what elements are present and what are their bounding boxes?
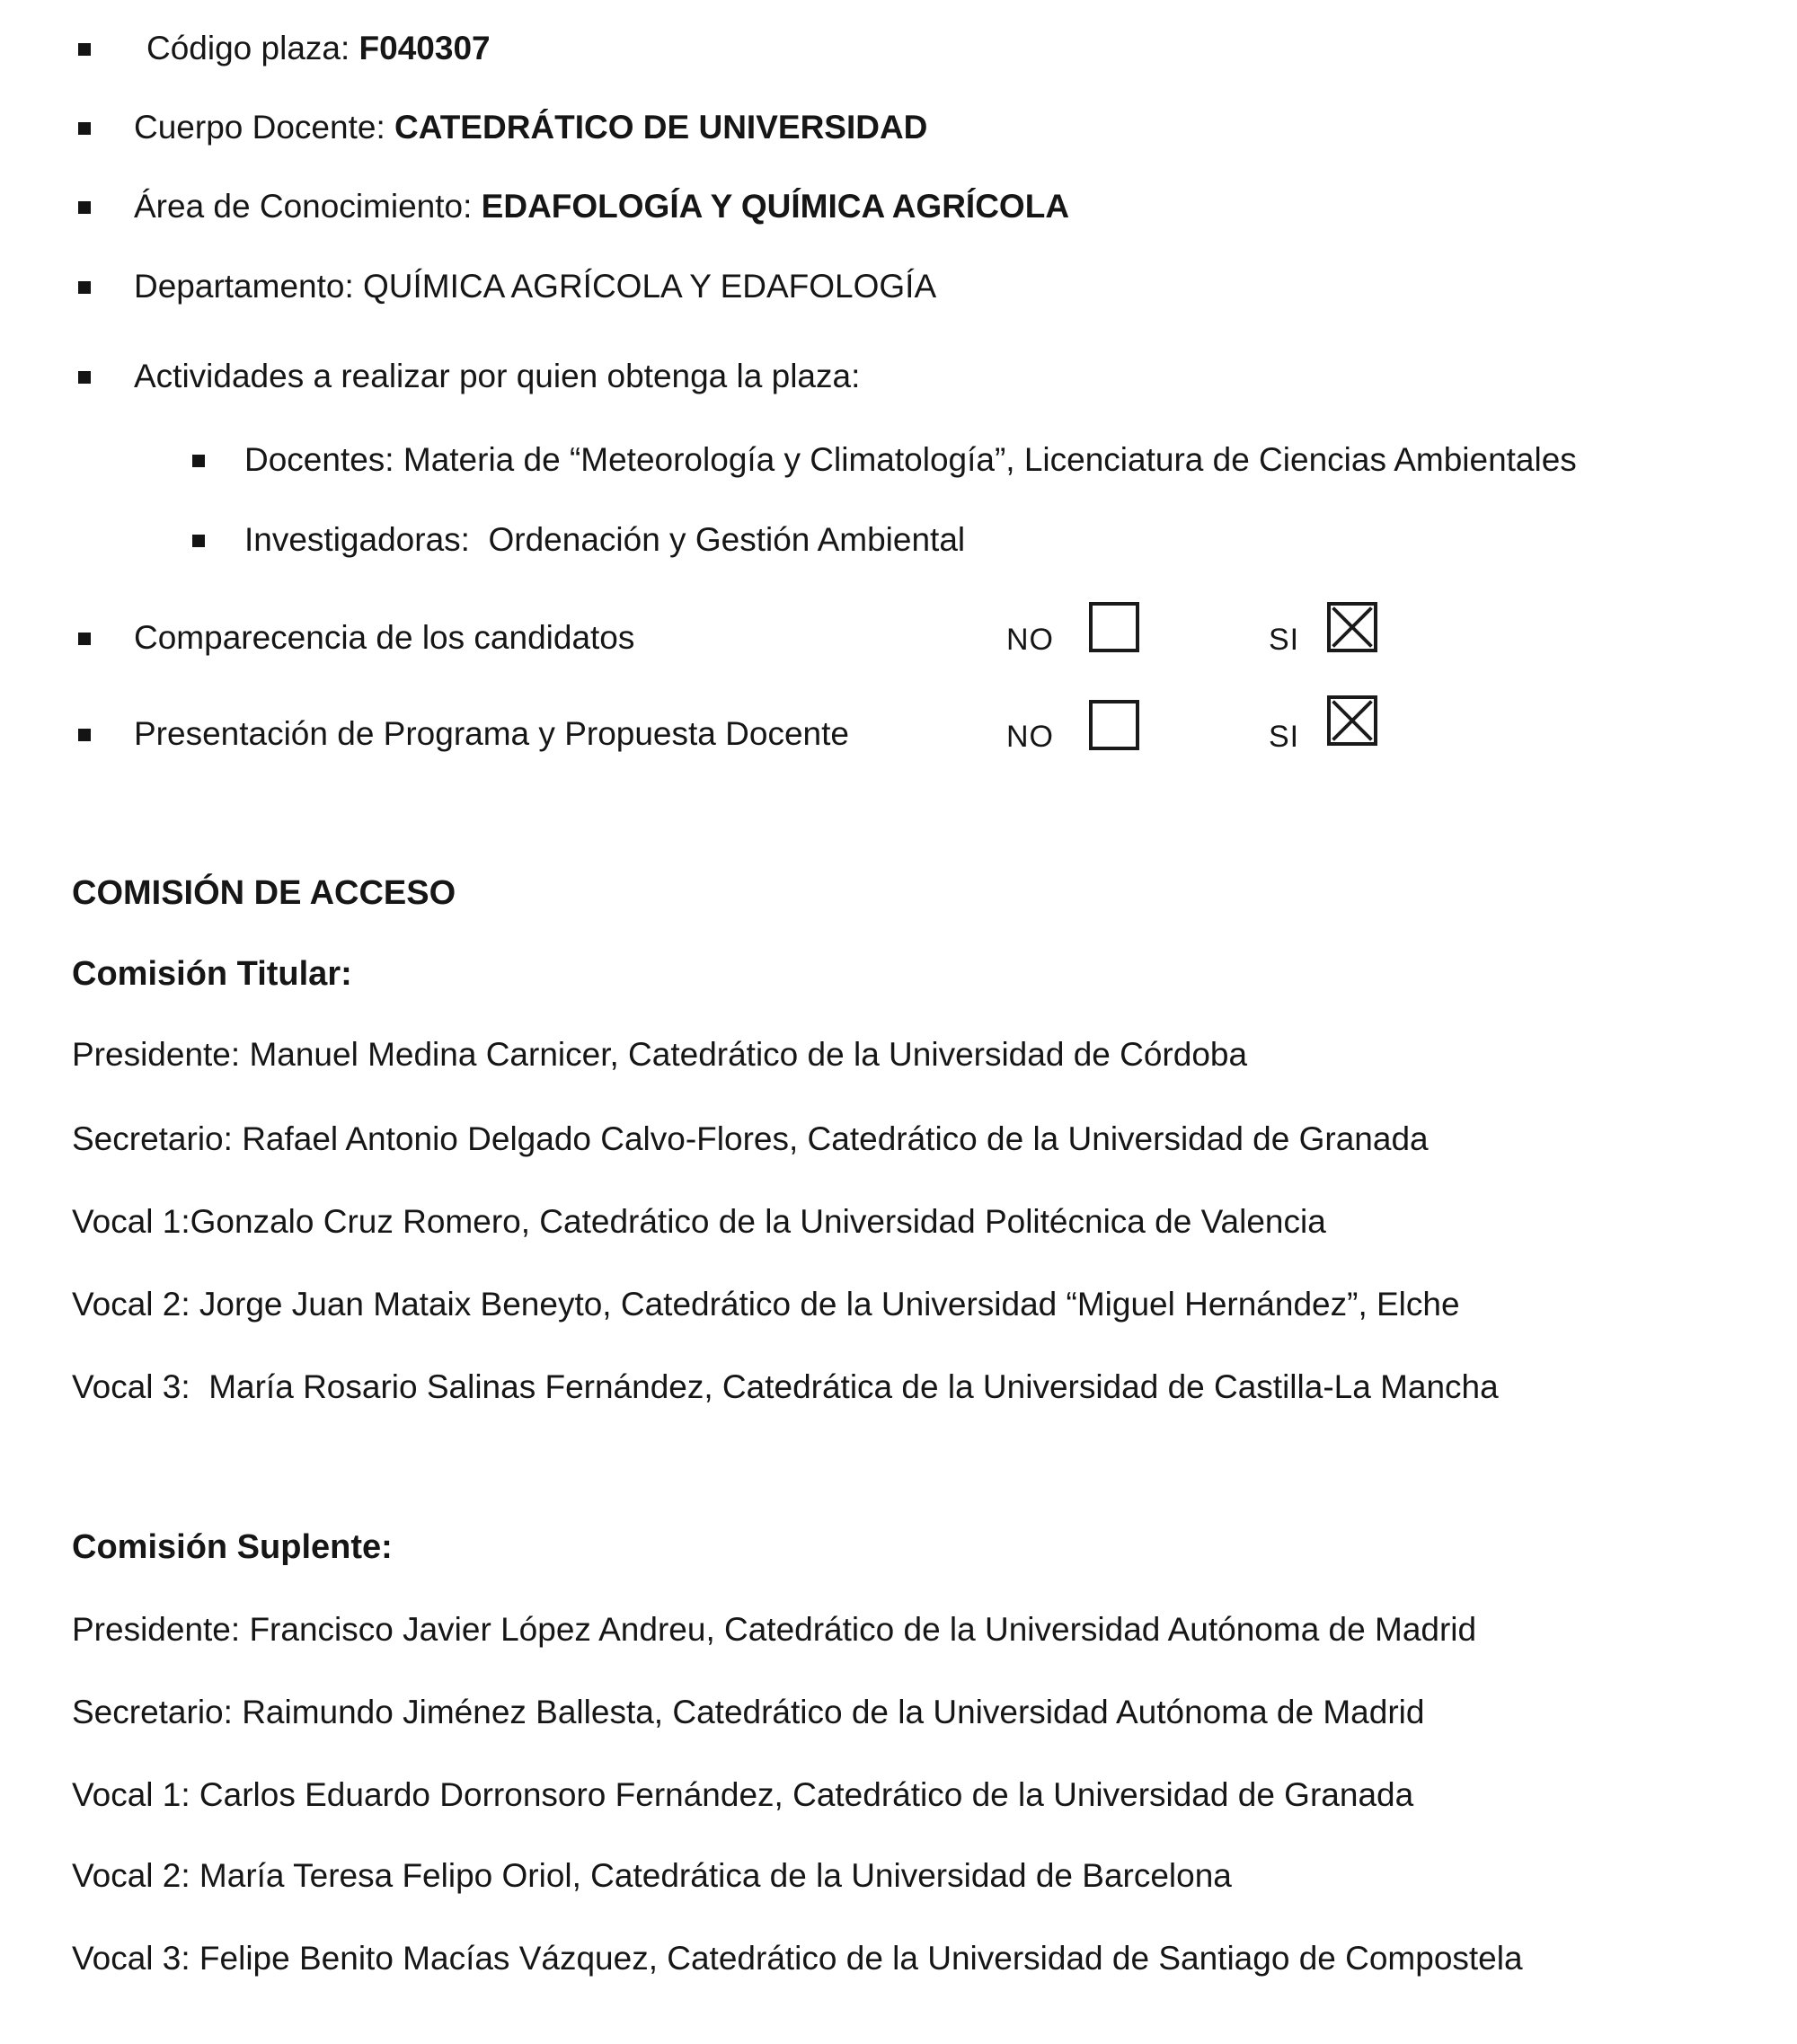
checkbox-row-label: Comparecencia de los candidatos — [134, 619, 635, 656]
bullet-item-cuerpo-docente — [78, 108, 927, 147]
bullet-item-text — [134, 29, 491, 68]
sub-bullet-text: Investigadoras: Ordenación y Gestión Ambiental — [244, 521, 966, 558]
bullet-item-text — [134, 187, 1069, 226]
member-line-secretario-titular: Secretario: Rafael Antonio Delgado Calvo-Flores, Catedrático de la Universidad de Granada — [72, 1120, 1429, 1157]
member-line-presidente-titular: Presidente: Manuel Medina Carnicer, Catedrático de la Universidad de Córdoba — [72, 1036, 1248, 1073]
bullet-item-departamento — [78, 267, 936, 306]
checkbox-row-presentacion — [78, 714, 849, 754]
square-bullet-icon — [78, 729, 91, 741]
member-line-vocal2-titular: Vocal 2: Jorge Juan Mataix Beneyto, Catedrático de la Universidad “Miguel Hernández”, Elche — [72, 1286, 1460, 1323]
si-label: SI — [1269, 623, 1300, 657]
member-line-vocal3-titular: Vocal 3: María Rosario Salinas Fernández, Catedrática de la Universidad de Castilla-La Mancha — [72, 1368, 1499, 1405]
member-line-vocal2-suplente: Vocal 2: María Teresa Felipo Oriol, Catedrática de la Universidad de Barcelona — [72, 1857, 1232, 1894]
sub-bullet-item-investigadoras — [192, 520, 965, 560]
field-value: CATEDRÁTICO DE UNIVERSIDAD — [394, 109, 928, 146]
sub-bullet-text: Docentes: Materia de “Meteorología y Climatología”, Licenciatura de Ciencias Ambientales — [244, 441, 1577, 478]
square-bullet-icon — [192, 455, 205, 467]
no-label: NO — [1006, 720, 1054, 754]
x-mark-icon — [1331, 699, 1374, 742]
square-bullet-icon — [192, 535, 205, 547]
square-bullet-icon — [78, 633, 91, 645]
comision-suplente-heading: Comisión Suplente: — [72, 1528, 393, 1566]
si-checkbox — [1327, 602, 1377, 652]
bullet-item-text — [134, 267, 936, 306]
field-label: Departamento: QUÍMICA AGRÍCOLA Y EDAFOLOGÍA — [134, 268, 937, 305]
member-line-vocal1-suplente: Vocal 1: Carlos Eduardo Dorronsoro Fernández, Catedrático de la Universidad de Granada — [72, 1776, 1414, 1813]
bullet-item-actividades — [78, 357, 860, 396]
square-bullet-icon — [78, 281, 91, 294]
x-mark-icon — [1331, 606, 1374, 649]
bullet-item-codigo-plaza — [78, 29, 491, 68]
sub-bullet-item-docentes — [192, 440, 1577, 480]
comision-titular-heading: Comisión Titular: — [72, 955, 352, 993]
no-checkbox — [1089, 700, 1139, 750]
member-line-vocal1-titular: Vocal 1:Gonzalo Cruz Romero, Catedrático de la Universidad Politécnica de Valencia — [72, 1203, 1326, 1240]
bullet-item-text — [134, 357, 860, 396]
square-bullet-icon — [78, 43, 91, 56]
square-bullet-icon — [78, 201, 91, 214]
field-value: EDAFOLOGÍA Y QUÍMICA AGRÍCOLA — [481, 188, 1070, 225]
si-checkbox — [1327, 695, 1377, 746]
no-checkbox — [1089, 602, 1139, 652]
field-label: Actividades a realizar por quien obtenga la plaza: — [134, 358, 861, 394]
square-bullet-icon — [78, 371, 91, 384]
field-label: Cuerpo Docente: — [134, 109, 395, 146]
field-value: F040307 — [359, 30, 491, 66]
member-line-secretario-suplente: Secretario: Raimundo Jiménez Ballesta, Catedrático de la Universidad Autónoma de Madrid — [72, 1694, 1425, 1730]
square-bullet-icon — [78, 122, 91, 135]
bullet-item-area-conocimiento — [78, 187, 1069, 226]
field-label: Código plaza: — [146, 30, 359, 66]
si-label: SI — [1269, 720, 1300, 754]
no-label: NO — [1006, 623, 1054, 657]
field-label: Área de Conocimiento: — [134, 188, 482, 225]
member-line-presidente-suplente: Presidente: Francisco Javier López Andreu, Catedrático de la Universidad Autónoma de Madrid — [72, 1611, 1477, 1648]
checkbox-row-label: Presentación de Programa y Propuesta Docente — [134, 715, 849, 752]
bullet-item-text — [134, 108, 927, 147]
section-heading: COMISIÓN DE ACCESO — [72, 874, 456, 912]
checkbox-row-comparecencia — [78, 618, 634, 658]
member-line-vocal3-suplente: Vocal 3: Felipe Benito Macías Vázquez, Catedrático de la Universidad de Santiago de Compostela — [72, 1940, 1523, 1977]
